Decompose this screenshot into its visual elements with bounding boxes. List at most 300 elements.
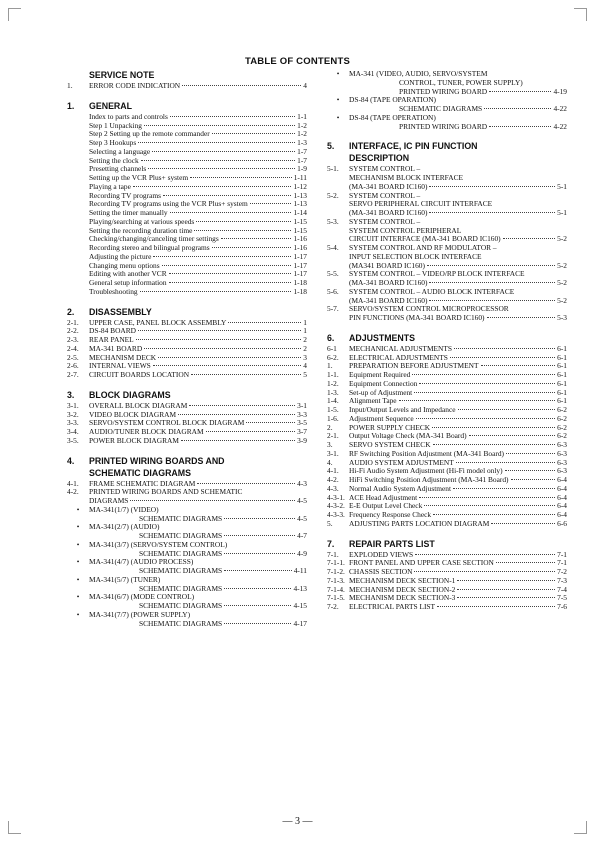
entry-page: 1-3 xyxy=(297,138,307,147)
entry-page: 6-6 xyxy=(557,518,567,528)
section-number xyxy=(327,153,349,163)
entry-label: Hi-Fi Audio System Adjustment (Hi-Fi model only) xyxy=(349,466,503,476)
entry-number: 6-1 xyxy=(327,343,337,353)
dot-leader xyxy=(511,479,556,480)
entry-number: 1-4. xyxy=(327,396,339,406)
dot-leader xyxy=(454,348,555,349)
dot-leader xyxy=(496,562,555,563)
dot-leader xyxy=(224,623,291,624)
page-number: — 3 — xyxy=(282,816,313,827)
entry-page: 5-3 xyxy=(557,313,567,322)
dot-leader xyxy=(433,444,556,445)
section-number: 4. xyxy=(67,455,75,466)
entry-page: 1-18 xyxy=(293,286,307,296)
dot-leader xyxy=(429,282,555,283)
section-number: 1. xyxy=(67,100,75,111)
section-number xyxy=(67,70,89,80)
entry-label: Selecting a language xyxy=(89,146,151,156)
entry-label: SCHEMATIC DIAGRAMS xyxy=(139,618,223,628)
entry-page: 3-5 xyxy=(297,418,307,428)
entry-page: 5 xyxy=(303,370,307,379)
entry-number: 1-1. xyxy=(327,370,339,379)
entry-page: 4-3 xyxy=(297,478,307,488)
dot-leader xyxy=(427,265,555,266)
entry-label: MA-341(2/7) (AUDIO) xyxy=(89,522,160,532)
entry-label: DS-84 (TAPE OPERATION) xyxy=(349,112,436,122)
entry-label: MA-341(3/7) (SERVO/SYSTEM CONTROL) xyxy=(89,539,228,549)
entry-label: MECHANISM DECK SECTION-1 xyxy=(349,575,456,585)
entry-page: 2 xyxy=(303,343,307,353)
section-title: INTERFACE, IC PIN FUNCTION xyxy=(349,141,478,152)
entry-label: SERVO PERIPHERAL CIRCUIT INTERFACE xyxy=(349,199,493,209)
entry-label: Input/Output Levels and Impedance xyxy=(349,405,456,414)
dot-leader xyxy=(212,133,295,134)
entry-number: 1-3. xyxy=(327,387,339,397)
entry-label: Step 1 Unpacking xyxy=(89,120,142,130)
entry-label: Index to parts and controls xyxy=(89,111,168,121)
dot-leader xyxy=(224,588,291,589)
entry-label: (MA-341 BOARD IC160) xyxy=(349,295,428,305)
entry-label: INTERNAL VIEWS xyxy=(89,361,151,371)
entry-number: 7-1-2. xyxy=(327,567,345,576)
entry-label: MA-341 BOARD xyxy=(89,343,143,353)
dot-leader xyxy=(170,212,292,213)
section-heading xyxy=(327,333,567,343)
entry-page: 6-3 xyxy=(557,457,567,467)
toc-entry[interactable] xyxy=(67,82,307,91)
toc-entry[interactable] xyxy=(327,123,567,132)
entry-text xyxy=(89,620,307,629)
toc-left-column xyxy=(67,70,307,628)
dot-leader xyxy=(432,427,555,428)
dot-leader xyxy=(424,505,555,506)
dot-leader xyxy=(457,597,555,598)
dot-leader xyxy=(130,500,295,501)
entry-number: 4-3-2. xyxy=(327,501,345,511)
entry-page: 1-12 xyxy=(293,181,307,191)
entry-number: 4-2. xyxy=(327,475,339,484)
entry-label: Playing a tape xyxy=(89,181,131,191)
entry-label: HiFi Switching Position Adjustment (MA-341 Board) xyxy=(349,475,509,484)
entry-page: 1-2 xyxy=(297,129,307,139)
section-title: SCHEMATIC DIAGRAMS xyxy=(89,467,191,478)
dot-leader xyxy=(487,317,556,318)
entry-label: Editing with another VCR xyxy=(89,269,167,279)
entry-label: Adjustment Sequence xyxy=(349,413,414,423)
dot-leader xyxy=(453,488,555,489)
toc-entry[interactable] xyxy=(327,603,567,612)
entry-number: 3-1. xyxy=(67,400,79,410)
entry-label: (MA-341 BOARD IC160) xyxy=(349,208,428,217)
section-number xyxy=(67,468,89,478)
entry-page: 7-3 xyxy=(557,575,567,585)
entry-label: MECHANISM DECK xyxy=(89,352,157,362)
entry-page: 2 xyxy=(303,335,307,344)
entry-page: 7-5 xyxy=(557,593,567,603)
entry-number: 1-6. xyxy=(327,413,339,423)
entry-page: 1-18 xyxy=(293,278,307,287)
dot-leader xyxy=(158,357,301,358)
entry-number: 2. xyxy=(327,422,333,432)
entry-page: 1-17 xyxy=(293,269,307,279)
dot-leader xyxy=(250,203,292,204)
entry-label: CHASSIS SECTION xyxy=(349,567,413,576)
entry-page: 3-9 xyxy=(297,435,307,445)
entry-page: 5-2 xyxy=(557,260,567,270)
dot-leader xyxy=(144,348,301,349)
entry-label: Playing/searching at various speeds xyxy=(89,216,195,226)
dot-leader xyxy=(224,518,295,519)
entry-page: 4-15 xyxy=(293,601,307,610)
dot-leader xyxy=(224,605,291,606)
entry-page: 1-9 xyxy=(297,164,307,174)
entry-page: 6-1 xyxy=(557,361,567,371)
dot-leader xyxy=(170,116,295,117)
entry-number: 5-7. xyxy=(327,304,339,314)
dot-leader xyxy=(458,409,556,410)
dot-leader xyxy=(491,523,555,524)
entry-label: Recording stereo and bilingual programs xyxy=(89,243,210,252)
entry-page: 5-2 xyxy=(557,295,567,305)
entry-page: 4 xyxy=(303,361,307,371)
section-title: BLOCK DIAGRAMS xyxy=(89,389,171,400)
dot-leader xyxy=(419,383,555,384)
section-heading xyxy=(67,70,307,80)
entry-number: 4-3. xyxy=(327,483,339,493)
entry-number: 4. xyxy=(327,457,333,467)
dot-leader xyxy=(221,238,292,239)
entry-label: SCHEMATIC DIAGRAMS xyxy=(139,513,223,523)
dot-leader xyxy=(412,374,555,375)
entry-label: Setting up the VCR Plus+ system xyxy=(89,173,189,182)
entry-number: 5-3. xyxy=(327,216,339,226)
entry-number: 2-6. xyxy=(67,361,79,371)
dot-leader xyxy=(136,339,302,340)
entry-label: DS-84 BOARD xyxy=(89,326,137,336)
entry-label: ADJUSTING PARTS LOCATION DIAGRAM xyxy=(349,518,490,528)
toc-entry[interactable] xyxy=(327,314,567,323)
entry-label: MA-341(7/7) (POWER SUPPLY) xyxy=(89,609,191,619)
entry-label: INPUT SELECTION BLOCK INTERFACE xyxy=(349,251,482,261)
entry-label: Step 3 Hookups xyxy=(89,138,137,147)
dot-leader xyxy=(457,589,555,590)
entry-number: 2-2. xyxy=(67,326,79,336)
entry-label: POWER SUPPLY CHECK xyxy=(349,422,431,432)
entry-label: Equipment Required xyxy=(349,370,411,379)
entry-page: 5-1 xyxy=(557,208,567,217)
entry-page: 3 xyxy=(303,352,307,362)
entry-page: 1-11 xyxy=(293,173,307,182)
bullet-icon: • xyxy=(76,592,80,602)
bullet-icon: • xyxy=(76,522,80,532)
section-title: GENERAL xyxy=(89,100,133,111)
entry-label: SERVO SYSTEM CHECK xyxy=(349,440,431,449)
entry-page: 3-7 xyxy=(297,427,307,436)
dot-leader xyxy=(182,85,301,86)
bullet-icon: • xyxy=(76,609,80,619)
entry-label: MA-341 (VIDEO, AUDIO, SERVO/SYSTEM xyxy=(349,69,488,78)
entry-label: Changing menu options xyxy=(89,260,160,270)
entry-number: 4-1. xyxy=(67,478,79,488)
dot-leader xyxy=(399,400,556,401)
dot-leader xyxy=(457,580,555,581)
entry-label: Checking/changing/canceling timer settings xyxy=(89,234,219,244)
dot-leader xyxy=(196,221,291,222)
section-heading xyxy=(327,539,567,549)
dot-leader xyxy=(506,453,555,454)
entry-page: 6-1 xyxy=(557,352,567,362)
entry-page: 6-2 xyxy=(557,431,567,441)
dot-leader xyxy=(162,265,292,266)
entry-page: 1-1 xyxy=(297,111,307,121)
dot-leader xyxy=(138,142,295,143)
dot-leader xyxy=(153,256,291,257)
bullet-icon: • xyxy=(76,539,80,549)
entry-label: MA-341(5/7) (TUNER) xyxy=(89,574,161,584)
entry-label: Alignment Tape xyxy=(349,396,397,406)
dot-leader xyxy=(505,470,556,471)
entry-page: 1 xyxy=(303,326,307,336)
entry-page: 1-2 xyxy=(297,120,307,130)
bullet-icon: • xyxy=(336,95,340,105)
dot-leader xyxy=(140,291,292,292)
toc-entry[interactable] xyxy=(67,288,307,297)
entry-label: SYSTEM CONTROL AND RF MODULATOR – xyxy=(349,243,497,252)
entry-text xyxy=(349,520,567,529)
entry-page: 6-1 xyxy=(557,370,567,379)
entry-label: SCHEMATIC DIAGRAMS xyxy=(139,601,223,610)
entry-page: 6-4 xyxy=(557,501,567,511)
entry-label: FRONT PANEL AND UPPER CASE SECTION xyxy=(349,558,494,568)
bullet-icon: • xyxy=(336,112,340,122)
entry-page: 6-2 xyxy=(557,413,567,423)
entry-number: 3-1. xyxy=(327,448,339,458)
entry-number: 3. xyxy=(327,440,333,449)
entry-page: 5-1 xyxy=(557,181,567,191)
toc-entry[interactable] xyxy=(327,520,567,529)
entry-page: 6-1 xyxy=(557,343,567,353)
entry-label: MECHANICAL ADJUSTMENTS xyxy=(349,343,452,353)
entry-label: (MA341 BOARD IC160) xyxy=(349,260,425,270)
entry-page: 4-9 xyxy=(297,548,307,558)
entry-label: Recording TV programs xyxy=(89,190,161,200)
entry-page: 1-7 xyxy=(297,146,307,156)
entry-number: 2-4. xyxy=(67,343,79,353)
entry-label: PIN FUNCTIONS (MA-341 BOARD IC160) xyxy=(349,313,485,322)
dot-leader xyxy=(224,535,295,536)
entry-number: 5. xyxy=(327,518,333,528)
crop-mark-top-left xyxy=(8,8,21,21)
entry-label: (MA-341 BOARD IC160) xyxy=(349,181,428,191)
entry-label: SYSTEM CONTROL PERIPHERAL xyxy=(349,225,462,235)
entry-label: MECHANISM BLOCK INTERFACE xyxy=(349,173,464,182)
entry-label: RF Switching Position Adjustment (MA-341 Board) xyxy=(349,448,505,458)
dot-leader xyxy=(433,514,555,515)
entry-page: 1-17 xyxy=(293,260,307,270)
entry-label: MECHANISM DECK SECTION-2 xyxy=(349,584,456,594)
entry-label: SCHEMATIC DIAGRAMS xyxy=(139,531,223,540)
dot-leader xyxy=(191,374,301,375)
entry-label: ACE Head Adjustment xyxy=(349,492,418,502)
bullet-icon: • xyxy=(76,557,80,567)
entry-number: 7-2. xyxy=(327,602,339,611)
dot-leader xyxy=(429,300,555,301)
entry-page: 6-3 xyxy=(557,440,567,449)
section-number: 6. xyxy=(327,332,335,343)
entry-label: (MA-341 BOARD IC160) xyxy=(349,278,428,287)
entry-page: 1-17 xyxy=(293,251,307,261)
entry-label: Frequency Response Check xyxy=(349,510,432,519)
entry-page: 7-1 xyxy=(557,558,567,568)
entry-page: 1-16 xyxy=(293,243,307,252)
entry-number: 3-2. xyxy=(67,409,79,419)
entry-label: PRINTED WIRING BOARD xyxy=(399,121,488,131)
section-title: ADJUSTMENTS xyxy=(349,332,415,343)
dot-leader xyxy=(415,554,555,555)
entry-label: POWER BLOCK DIAGRAM xyxy=(89,435,179,445)
section-heading xyxy=(67,456,307,466)
section-title: DESCRIPTION xyxy=(349,153,410,164)
section-number: 5. xyxy=(327,141,335,152)
entry-label: Presetting channels xyxy=(89,164,147,174)
dot-leader xyxy=(224,570,292,571)
entry-label: SERVO/SYSTEM CONTROL MICROPROCESSOR xyxy=(349,304,509,314)
entry-number: 5-4. xyxy=(327,243,339,252)
entry-page: 6-2 xyxy=(557,405,567,414)
entry-text xyxy=(89,82,307,91)
section-heading xyxy=(67,307,307,317)
toc-entry[interactable] xyxy=(67,620,307,629)
dot-leader xyxy=(169,273,292,274)
dot-leader xyxy=(484,108,551,109)
entry-page: 6-4 xyxy=(557,492,567,502)
entry-page: 6-4 xyxy=(557,475,567,484)
entry-label: SYSTEM CONTROL – xyxy=(349,164,421,174)
entry-label: OVERALL BLOCK DIAGRAM xyxy=(89,400,188,410)
entry-label: Setting the clock xyxy=(89,155,139,165)
entry-page: 3-1 xyxy=(297,400,307,410)
dot-leader xyxy=(450,357,555,358)
entry-label: General setup information xyxy=(89,278,167,287)
entry-label: EXPLODED VIEWS xyxy=(349,549,414,559)
entry-page: 4-22 xyxy=(553,104,567,113)
entry-label: SERVO/SYSTEM CONTROL BLOCK DIAGRAM xyxy=(89,418,245,428)
dot-leader xyxy=(414,571,555,572)
entry-page: 4-13 xyxy=(293,583,307,593)
entry-page: 3-3 xyxy=(297,409,307,419)
entry-label: Troubleshooting xyxy=(89,286,138,296)
entry-page: 1-13 xyxy=(293,199,307,209)
entry-number: 3-4. xyxy=(67,427,79,436)
dot-leader xyxy=(138,330,301,331)
entry-label: MA-341(1/7) (VIDEO) xyxy=(89,504,159,514)
entry-label: E-E Output Level Check xyxy=(349,501,423,511)
entry-page: 4-17 xyxy=(293,618,307,628)
entry-page: 7-4 xyxy=(557,584,567,594)
entry-label: REAR PANEL xyxy=(89,335,134,344)
dot-leader xyxy=(429,212,555,213)
entry-text xyxy=(89,371,307,380)
section-title: PRINTED WIRING BOARDS AND xyxy=(89,455,225,466)
section-heading xyxy=(67,390,307,400)
entry-label: MA-341(6/7) (MODE CONTROL) xyxy=(89,592,195,602)
section-number: 7. xyxy=(327,538,335,549)
entry-label: MA-341(4/7) (AUDIO PROCESS) xyxy=(89,557,194,567)
entry-page: 6-1 xyxy=(557,387,567,397)
entry-number: 7-1-1. xyxy=(327,558,345,568)
entry-label: SYSTEM CONTROL – VIDEO/RP BLOCK INTERFACE xyxy=(349,269,525,279)
bullet-icon: • xyxy=(76,574,80,584)
entry-label: DIAGRAMS xyxy=(89,496,129,505)
entry-page: 4-11 xyxy=(293,566,307,575)
dot-leader xyxy=(414,392,555,393)
entry-label: ELECTRICAL ADJUSTMENTS xyxy=(349,352,448,362)
entry-page: 4-22 xyxy=(553,121,567,131)
entry-label: Adjusting the picture xyxy=(89,251,152,261)
dot-leader xyxy=(489,126,551,127)
entry-label: Setting the recording duration time xyxy=(89,225,193,235)
entry-label: MECHANISM DECK SECTION-3 xyxy=(349,593,456,603)
dot-leader xyxy=(144,125,295,126)
entry-label: UPPER CASE, PANEL BLOCK ASSEMBLY xyxy=(89,317,227,327)
dot-leader xyxy=(178,414,295,415)
entry-page: 6-1 xyxy=(557,396,567,406)
dot-leader xyxy=(153,365,302,366)
dot-leader xyxy=(148,168,295,169)
entry-number: 5-6. xyxy=(327,286,339,296)
entry-text xyxy=(349,603,567,612)
toc-entry[interactable] xyxy=(67,437,307,446)
dot-leader xyxy=(228,322,301,323)
dot-leader xyxy=(163,195,291,196)
crop-mark-top-right xyxy=(574,8,587,21)
entry-number: 4-3-3. xyxy=(327,510,345,519)
entry-label: SYSTEM CONTROL – xyxy=(349,190,421,200)
entry-page: 7-2 xyxy=(557,567,567,576)
entry-page: 6-3 xyxy=(557,448,567,458)
entry-label: SCHEMATIC DIAGRAMS xyxy=(139,548,223,558)
entry-page: 4-5 xyxy=(297,513,307,523)
section-title: REPAIR PARTS LIST xyxy=(349,538,435,549)
entry-page: 1-7 xyxy=(297,155,307,165)
entry-number: 1. xyxy=(327,361,333,371)
entry-label: PRINTED WIRING BOARDS AND SCHEMATIC xyxy=(89,487,243,497)
entry-number: 7-1. xyxy=(327,549,339,559)
page-title: TABLE OF CONTENTS xyxy=(244,56,351,67)
entry-page: 7-1 xyxy=(557,549,567,559)
dot-leader xyxy=(197,483,295,484)
entry-number: 4-1. xyxy=(327,466,339,476)
section-number: 3. xyxy=(67,389,75,400)
entry-text xyxy=(349,314,567,323)
entry-page: 4 xyxy=(303,81,307,90)
entry-label: ERROR CODE INDICATION xyxy=(89,81,181,90)
entry-page: 6-3 xyxy=(557,466,567,476)
entry-label: DS-84 (TAPE OPARATION) xyxy=(349,95,437,105)
entry-label: PREPARATION BEFORE ADJUSTMENT xyxy=(349,361,479,371)
entry-page: 1-15 xyxy=(293,225,307,235)
entry-page: 1-14 xyxy=(293,208,307,217)
toc-entry[interactable] xyxy=(67,371,307,380)
entry-page: 4-19 xyxy=(553,86,567,96)
entry-label: CIRCUIT BOARDS LOCATION xyxy=(89,370,190,379)
entry-number: 5-2. xyxy=(327,190,339,200)
entry-label: SCHEMATIC DIAGRAMS xyxy=(139,566,223,575)
entry-number: 1. xyxy=(67,81,73,90)
entry-label: SYSTEM CONTROL – AUDIO BLOCK INTERFACE xyxy=(349,286,515,296)
entry-number: 2-5. xyxy=(67,352,79,362)
entry-label: Equipment Connection xyxy=(349,378,418,388)
